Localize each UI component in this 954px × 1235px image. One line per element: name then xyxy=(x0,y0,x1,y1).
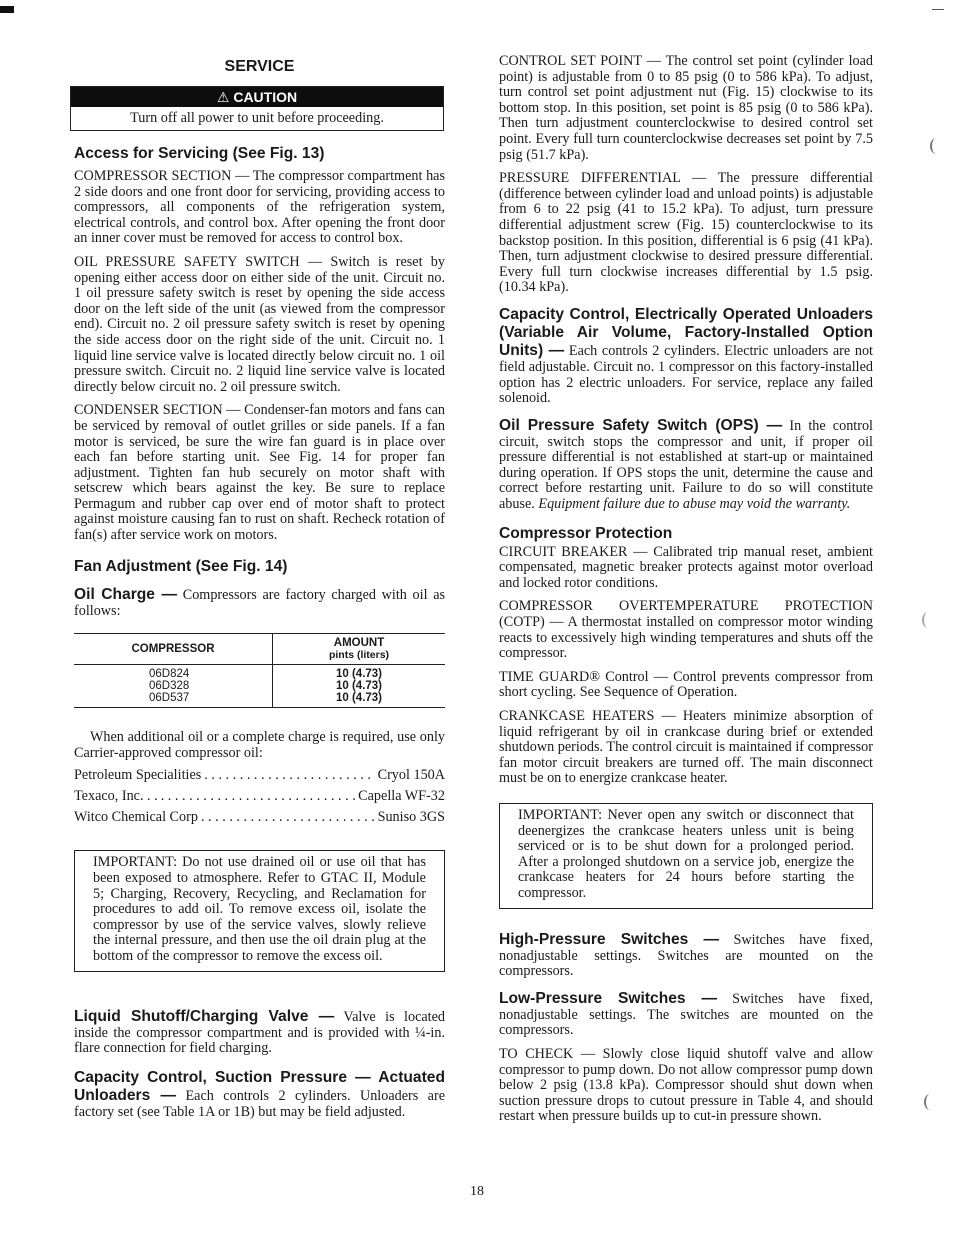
liquid-valve-heading: Liquid Shutoff/Charging Valve — xyxy=(74,1007,335,1025)
compressor-model: 06D537 xyxy=(74,692,273,708)
fan-adjustment-heading: Fan Adjustment (See Fig. 14) xyxy=(74,557,288,575)
oil-charge-table xyxy=(74,633,445,708)
compressor-model: 06D328 xyxy=(74,680,273,692)
table-header-compressor: COMPRESSOR xyxy=(74,634,273,665)
oil-amount: 10 (4.73) xyxy=(335,680,383,693)
table-row xyxy=(74,692,445,708)
low-pressure-paragraph xyxy=(499,990,873,1039)
page-corner-mark xyxy=(0,6,14,13)
oil-company: Texaco, Inc. . . xyxy=(74,788,158,805)
oil-product: Cryol 150A xyxy=(377,767,445,784)
access-heading: Access for Servicing (See Fig. 13) xyxy=(74,145,325,162)
amount-header-unit: pints (liters) xyxy=(328,649,390,662)
table-header-amount xyxy=(273,634,446,665)
ops-paragraph xyxy=(499,417,873,513)
important-oil-text: IMPORTANT: Do not use drained oil or use oil that has been exposed to atmosphere. Refer to GTAC II, Module 5; Charging, Recovery, Recycling, and Reclamation for procedures to add oil. To remove excess oil, isolate the compressor by use of the service valves, slowly relieve the internal pressure, and then use the oil drain plug at the bottom of the compressor to remove the excess oil. xyxy=(93,854,426,964)
list-item xyxy=(74,786,445,807)
oil-intro-paragraph: When additional oil or a complete charge is required, use only Carrier-approved compressor oil: xyxy=(74,729,445,761)
high-pressure-heading: High-Pressure Switches — xyxy=(499,930,720,948)
pressure-differential-paragraph: PRESSURE DIFFERENTIAL — The pressure differential (difference between cylinder load and unload points) is adjustable from 6 to 22 psig (41 to 15.2 kPa). To adjust, turn pressure differential adjustment screw (Fig. 15) counterclockwise to its backstop position. In this position, differential is 6 psig (41 kPa). Then, turn adjustment clockwise to desired pressure differential. Every full turn clockwise increases differential by 1.5 psig. (10.34 kPa). xyxy=(499,170,874,296)
important-crankcase-box xyxy=(499,803,873,909)
warning-triangle-icon: ⚠ xyxy=(216,89,230,105)
electric-unloaders-paragraph xyxy=(499,306,873,407)
important-oil-box xyxy=(74,850,445,971)
oil-pressure-switch-paragraph: OIL PRESSURE SAFETY SWITCH — Switch is reset by opening either access door on either side of the unit. Circuit no. 1 oil pressure safety switch is reset by opening the side access door on the left side of the unit (as viewed from the compressor end). Circuit no. 2 oil pressure safety switch is reset by opening the side access door on the right side of the unit. Circuit no. 1 liquid line service valve is located directly below circuit no. 1 oil pressure switch. Circuit no. 2 liquid line service valve is located directly below circuit no. 2 oil pressure switch. xyxy=(74,253,445,395)
table-row xyxy=(74,680,445,692)
scan-speck xyxy=(930,138,942,154)
control-set-point-paragraph: CONTROL SET POINT — The control set point (cylinder load point) is adjustable from 0 to 85 psig (0 to 586 kPa). To adjust, turn control set point adjustment nut (Fig. 15) clockwise to its bottom stop. In this position, set point is 85 psig (0 to 586 kPa). Then turn adjustment counterclockwise to desired control set point. Every full turn counterclockwise decreases set point by 7.5 psig (51.7 kPa). xyxy=(499,53,873,163)
electric-unloaders-heading: Capacity Control, Electrically Operated Unloaders (Variable Air Volume, Factory-Installed Option Units) — xyxy=(499,305,873,359)
important-crankcase-text: IMPORTANT: Never open any switch or disconnect that deenergizes the crankcase heaters unless unit is being serviced or is to be shut down for a prolonged period. After a prolonged shutdown on a service job, energize the crankcase heaters for 24 hours before starting the compressor. xyxy=(518,806,854,901)
ops-warranty-note: Equipment failure due to abuse may void the warranty. xyxy=(538,496,851,513)
high-pressure-text: Switches have fixed, nonadjustable settings. Switches are mounted on the compressors. xyxy=(499,931,873,980)
scan-speck xyxy=(924,1094,936,1110)
electric-unloaders-text: Each controls 2 cylinders. Electric unloaders are not field adjustable. Circuit no. 1 compressor on this factory-installed option has 2 electric unloaders. For service, replace any failed solenoid. xyxy=(499,342,874,407)
amount-header-label: AMOUNT xyxy=(333,637,385,650)
caution-bar xyxy=(71,87,443,107)
page-corner-dash xyxy=(932,9,944,10)
time-guard-paragraph: TIME GUARD® Control — Control prevents compressor from short cycling. See Sequence of Operation. xyxy=(499,668,873,701)
right-column xyxy=(499,54,873,1133)
cotp-paragraph: COMPRESSOR OVERTEMPERATURE PROTECTION (COTP) — A thermostat installed on compressor motor winding reacts to excessively high winding temperatures and shuts off the compressor. xyxy=(499,598,873,662)
compressor-model: 06D824 xyxy=(74,665,273,681)
table-row xyxy=(74,665,445,681)
caution-box xyxy=(70,86,444,131)
condenser-section-paragraph: CONDENSER SECTION — Condenser-fan motors and fans can be serviced by removal of outlet grilles or side panels. If a fan motor is serviced, be sure the wire fan guard is in place over each fan before starting unit. See Fig. 14 for proper fan adjustment. Tighten fan hub securely on motor shaft with setscrew which bears against the key. Be sure to replace Permagum and rubber cap over end of motor shaft to protect against moisture causing fan to rust on shaft. Recheck rotation of fan(s) after service work on motors. xyxy=(74,402,445,544)
list-item xyxy=(74,765,445,786)
oil-company: Witco Chemical Corp xyxy=(74,809,198,826)
compressor-protection-heading: Compressor Protection xyxy=(499,524,673,542)
ops-heading: Oil Pressure Safety Switch (OPS) — xyxy=(499,416,783,434)
caution-label: CAUTION xyxy=(233,89,298,105)
crankcase-heaters-paragraph: CRANKCASE HEATERS — Heaters minimize absorption of liquid refrigerant by oil in crankcase during brief or extended shutdown periods. The control circuit is maintained if compressor fan motor circuit breakers are turned off. The main disconnect must be on to energize crankcase heater. xyxy=(499,708,873,787)
oil-product: Capella WF-32 xyxy=(358,788,445,805)
oil-amount: 10 (4.73) xyxy=(335,692,383,705)
liquid-valve-text: Valve is located inside the compressor compartment and is provided with ¼-in. flare connection for field charging. xyxy=(74,1008,446,1057)
oil-company: Petroleum Specialities xyxy=(74,767,202,784)
oil-product: Suniso 3GS xyxy=(377,809,445,826)
page-number: 18 xyxy=(470,1184,484,1199)
caution-text: Turn off all power to unit before proceeding. xyxy=(130,110,384,126)
to-check-paragraph: TO CHECK — Slowly close liquid shutoff valve and allow compressor to pump down. Do not allow compressor pump down below 2 psig (13.8 kPa). Compressor should shut down when suction pressure drops to cutout pressure in Table 4, and should restart when pressure builds up to cut-in pressure shown. xyxy=(499,1045,873,1125)
section-title: SERVICE xyxy=(224,58,295,75)
scan-speck xyxy=(922,612,934,628)
oil-charge-paragraph xyxy=(74,586,445,620)
suction-unloaders-text: Each controls 2 cylinders. Unloaders are factory set (see Table 1A or 1B) but may be field adjusted. xyxy=(74,1087,446,1120)
leader-dots xyxy=(161,786,355,807)
leader-dots xyxy=(201,807,375,828)
leader-dots xyxy=(204,765,374,786)
liquid-valve-paragraph xyxy=(74,1008,445,1057)
left-column xyxy=(74,54,445,1128)
circuit-breaker-paragraph: CIRCUIT BREAKER — Calibrated trip manual reset, ambient compensated, magnetic breaker protects against motor overload and locked rotor conditions. xyxy=(499,543,873,591)
oil-charge-heading: Oil Charge — xyxy=(74,585,178,603)
compressor-section-paragraph: COMPRESSOR SECTION — The compressor compartment has 2 side doors and one front door for servicing, providing access to compressors, all components of the refrigeration system, electrical controls, and control box. After opening the front door an inner cover must be removed for access to control box. xyxy=(74,168,445,247)
oil-amount: 10 (4.73) xyxy=(335,668,383,681)
list-item xyxy=(74,807,445,828)
suction-unloaders-heading: Capacity Control, Suction Pressure — Actuated Unloaders — xyxy=(74,1068,445,1104)
oil-charge-text: Compressors are factory charged with oil as follows: xyxy=(74,586,446,619)
low-pressure-heading: Low-Pressure Switches — xyxy=(499,989,718,1007)
suction-unloaders-paragraph xyxy=(74,1069,445,1121)
low-pressure-text: Switches have fixed, nonadjustable settings. The switches are mounted on the compressors. xyxy=(499,990,873,1039)
approved-oil-list xyxy=(74,765,445,828)
high-pressure-paragraph xyxy=(499,931,873,980)
ops-text: In the control circuit, switch stops the compressor and unit, if proper oil pressure differential is not established at start-up or maintained during operation. If OPS stops the unit, determine the cause and correct before restarting unit. Failure to do so will constitute abuse. xyxy=(499,417,873,513)
